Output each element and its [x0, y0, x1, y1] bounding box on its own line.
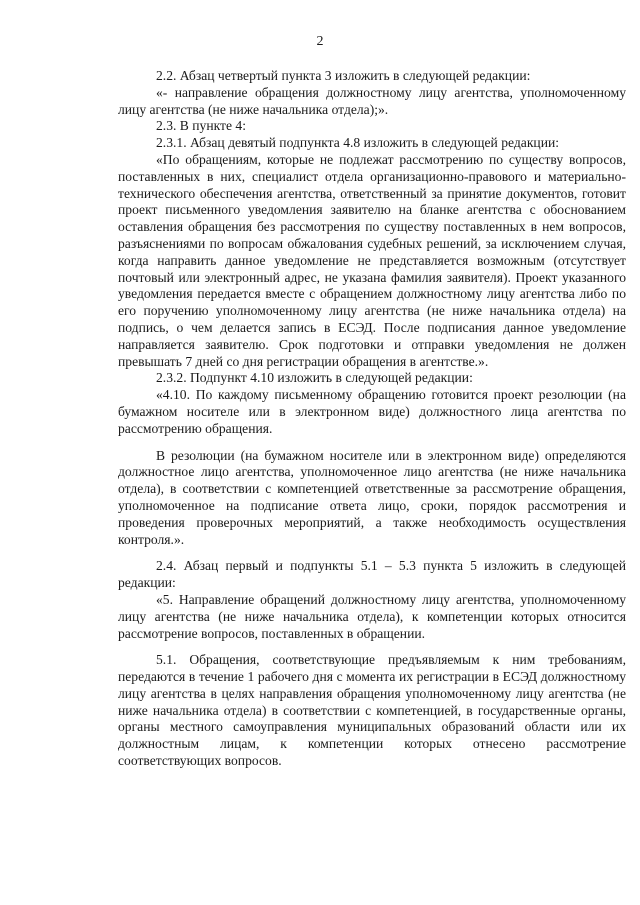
paragraph-5-1: 5.1. Обращения, соответствующие предъявляемым к ним требованиям, передаются в течение 1 рабочего дня с момента их регистрации в ЕСЭД должностному лицу агентства в целях направления обращения уполномоченному лицу агентства (не ниже начальника отдела) в соответствии с компетенцией, в государственные органы, органы местного самоуправления муниципальных образований области или их должностным лицам, к компетенции которых отнесено рассмотрение соответствующих вопросов. — [118, 652, 626, 769]
page-number: 2 — [316, 34, 324, 49]
document-body — [118, 68, 626, 770]
paragraph-resolution: В резолюции (на бумажном носителе или в электронном виде) определяются должностное лицо агентства, уполномоченное лицо агентства (не ниже начальника отдела), в соответствии с компетенцией ответственные за рассмотрение обращения, уполномоченное на подписание ответа лицо, сроки, порядок рассмотрения и проведения проверочных мероприятий, а также необходимость осуществления контроля.». — [118, 447, 626, 547]
paragraph-2-4: 2.4. Абзац первый и подпункты 5.1 – 5.3 пункта 5 изложить в следующей редакции: — [118, 558, 626, 591]
paragraph-2-3-1-quote: «По обращениям, которые не подлежат рассмотрению по существу вопросов, поставленных в них, специалист отдела организационно-правового и материально-технического обеспечения агентства, ответственный за принятие документов, готовит проект письменного уведомления заявителю на бланке агентства с обоснованием оставления обращения без рассмотрения по существу поставленных в нем вопросов, разъяснениями по вопросам обжалования судебных решений, за исключением случая, когда направить данное уведомление не представляется возможным (отсутствует почтовый или электронный адрес, не указана фамилия заявителя). Проект указанного уведомления передается вместе с обращением должностному лицу агентства либо по его поручению уполномоченному лицу агентства (не ниже начальника отдела) на подпись, о чем делается запись в ЕСЭД. После подписания данное уведомление направляется заявителю. Срок подготовки и отправки уведомления не должен превышать 7 дней со дня регистрации обращения в агентстве.». — [118, 151, 626, 369]
paragraph-4-10: «4.10. По каждому письменному обращению готовится проект резолюции (на бумажном носителе или в электронном виде) должностного лица агентства по рассмотрению обращения. — [118, 387, 626, 436]
paragraph-2-2: 2.2. Абзац четвертый пункта 3 изложить в следующей редакции: — [156, 68, 531, 83]
paragraph-2-3-2: 2.3.2. Подпункт 4.10 изложить в следующей редакции: — [156, 370, 473, 386]
paragraph-2-3: 2.3. В пункте 4: — [156, 118, 246, 134]
paragraph-2-2-quote: «- направление обращения должностному лицу агентства, уполномоченному лицу агентства (не ниже начальника отдела);». — [118, 84, 626, 117]
paragraph-5: «5. Направление обращений должностному лицу агентства, уполномоченному лицу агентства (не ниже начальника отдела), к компетенции которых относится рассмотрение вопросов, поставленных в обращении. — [118, 591, 626, 641]
paragraph-2-3-1: 2.3.1. Абзац девятый подпункта 4.8 изложить в следующей редакции: — [156, 135, 560, 151]
